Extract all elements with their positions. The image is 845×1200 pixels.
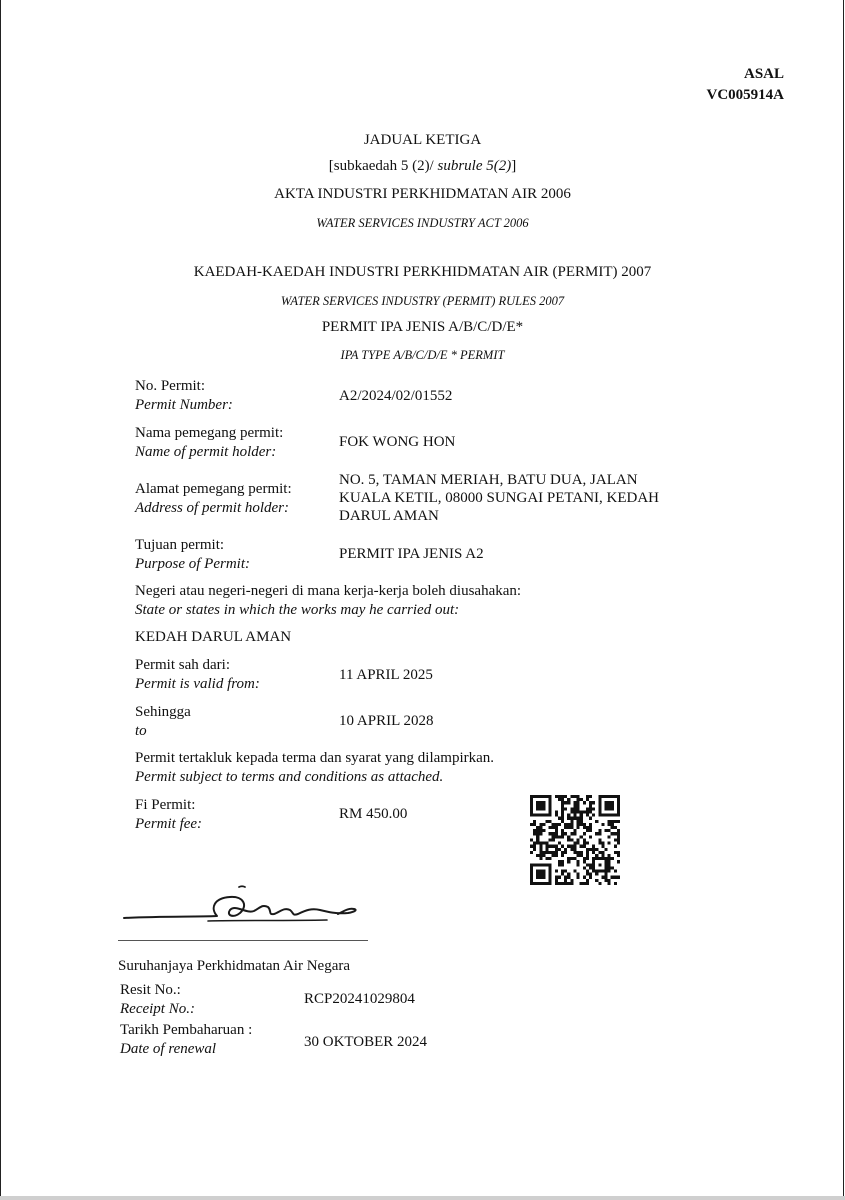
renewal-value: 30 OKTOBER 2024 bbox=[304, 1034, 428, 1050]
copy-label: ASAL bbox=[743, 66, 784, 82]
holder-address-value: NO. 5, TAMAN MERIAH, BATU DUA, JALAN KUALA KETIL, 08000 SUNGAI PETANI, KEDAH DARUL AMAN bbox=[339, 472, 660, 524]
holder-name-value: FOK WONG HON bbox=[339, 434, 456, 450]
rules-title-malay: KAEDAH-KAEDAH INDUSTRI PERKHIDMATAN AIR (PERMIT) 2007 bbox=[193, 264, 652, 280]
act-title-english: WATER SERVICES INDUSTRY ACT 2006 bbox=[316, 216, 529, 230]
holder-address-label: Alamat pemegang permit: Address of permit holder: bbox=[135, 481, 292, 516]
signatory-name: Suruhanjaya Perkhidmatan Air Negara bbox=[118, 958, 351, 974]
signature bbox=[122, 880, 362, 925]
permit-number-value: A2/2024/02/01552 bbox=[339, 388, 453, 404]
page-border-left bbox=[0, 0, 1, 1200]
purpose-value: PERMIT IPA JENIS A2 bbox=[339, 546, 484, 562]
subrule-reference bbox=[0, 158, 845, 175]
renewal-label: Tarikh Pembaharuan : Date of renewal bbox=[120, 1022, 253, 1057]
rules-title-english: WATER SERVICES INDUSTRY (PERMIT) RULES 2007 bbox=[280, 294, 565, 308]
qr-code-icon bbox=[530, 795, 620, 885]
valid-from-label: Permit sah dari: Permit is valid from: bbox=[135, 657, 260, 692]
subrule-malay: [subkaedah 5 (2)/ bbox=[328, 158, 438, 174]
valid-from-value: 11 APRIL 2025 bbox=[339, 667, 433, 683]
permit-type-malay: PERMIT IPA JENIS A/B/C/D/E* bbox=[321, 319, 524, 335]
purpose-label: Tujuan permit: Purpose of Permit: bbox=[135, 537, 250, 572]
subrule-close: ] bbox=[511, 158, 517, 174]
page-border-bottom bbox=[0, 1196, 845, 1200]
signature-line bbox=[118, 940, 368, 941]
fee-value: RM 450.00 bbox=[339, 806, 408, 822]
permit-number-label: No. Permit: Permit Number: bbox=[135, 378, 233, 413]
valid-to-value: 10 APRIL 2028 bbox=[339, 713, 434, 729]
fee-label: Fi Permit: Permit fee: bbox=[135, 797, 203, 832]
permit-type-english: IPA TYPE A/B/C/D/E * PERMIT bbox=[340, 348, 505, 362]
serial-number: VC005914A bbox=[706, 87, 784, 103]
holder-name-label: Nama pemegang permit: Name of permit holder: bbox=[135, 425, 284, 460]
states-label: Negeri atau negeri-negeri di mana kerja-kerja boleh diusahakan: State or states in which the works may he carried out: bbox=[135, 583, 522, 618]
receipt-value: RCP20241029804 bbox=[304, 991, 415, 1007]
schedule-title: JADUAL KETIGA bbox=[363, 132, 482, 148]
receipt-label: Resit No.: Receipt No.: bbox=[120, 982, 195, 1017]
act-title-malay: AKTA INDUSTRI PERKHIDMATAN AIR 2006 bbox=[274, 186, 571, 202]
states-value: KEDAH DARUL AMAN bbox=[135, 629, 292, 645]
terms-text: Permit tertakluk kepada terma dan syarat yang dilampirkan. Permit subject to terms and conditions as attached. bbox=[135, 750, 495, 785]
page-border-right bbox=[843, 0, 844, 1197]
subrule-english: subrule 5(2) bbox=[437, 158, 512, 174]
valid-to-label: Sehingga to bbox=[135, 704, 191, 739]
